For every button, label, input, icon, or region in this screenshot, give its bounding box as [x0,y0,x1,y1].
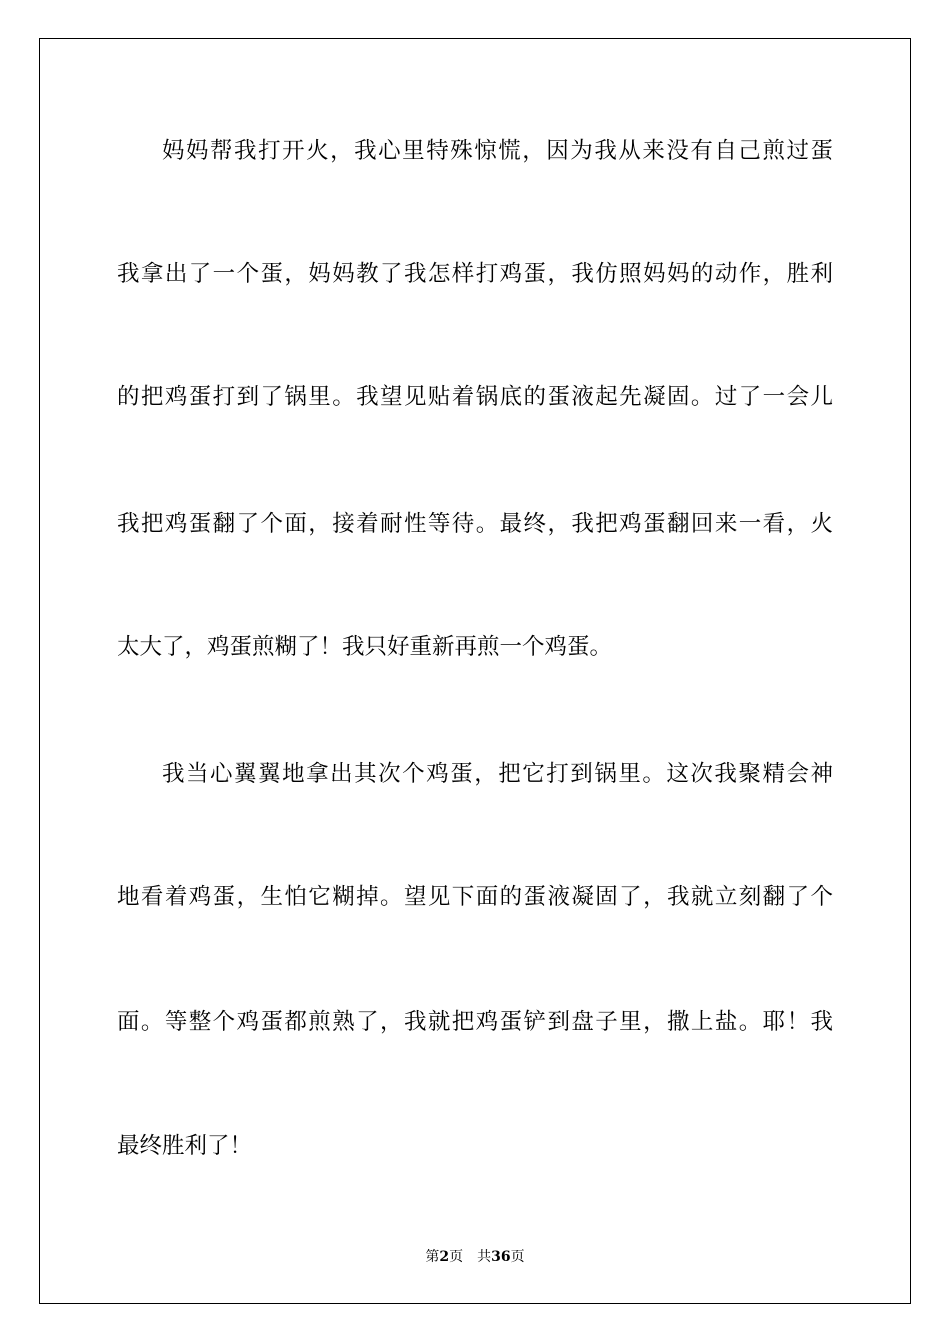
text-line: 妈妈帮我打开火，我心里特殊惊慌，因为我从来没有自己煎过蛋 [162,138,833,164]
page-suffix: 页 [449,1249,464,1265]
text-line: 太大了，鸡蛋煎糊了！我只好重新再煎一个鸡蛋。 [117,634,613,660]
page-number: 2 [439,1249,450,1265]
text-line: 最终胜利了！ [117,1133,253,1159]
text-line: 我把鸡蛋翻了个面，接着耐性等待。最终，我把鸡蛋翻回来一看，火 [117,511,833,537]
page-footer [0,1248,950,1266]
page-border [39,38,911,1304]
text-line: 我拿出了一个蛋，妈妈教了我怎样打鸡蛋，我仿照妈妈的动作，胜利 [117,261,833,287]
text-line: 地看着鸡蛋，生怕它糊掉。望见下面的蛋液凝固了，我就立刻翻了个 [117,884,833,910]
total-prefix: 共 [477,1249,492,1265]
text-line: 面。等整个鸡蛋都煎熟了，我就把鸡蛋铲到盘子里，撒上盐。耶！我 [117,1009,833,1035]
text-line: 的把鸡蛋打到了锅里。我望见贴着锅底的蛋液起先凝固。过了一会儿 [117,384,833,410]
page-prefix: 第 [425,1249,440,1265]
total-pages: 36 [491,1249,511,1265]
total-suffix: 页 [510,1249,525,1265]
text-line: 我当心翼翼地拿出其次个鸡蛋，把它打到锅里。这次我聚精会神 [162,761,833,787]
